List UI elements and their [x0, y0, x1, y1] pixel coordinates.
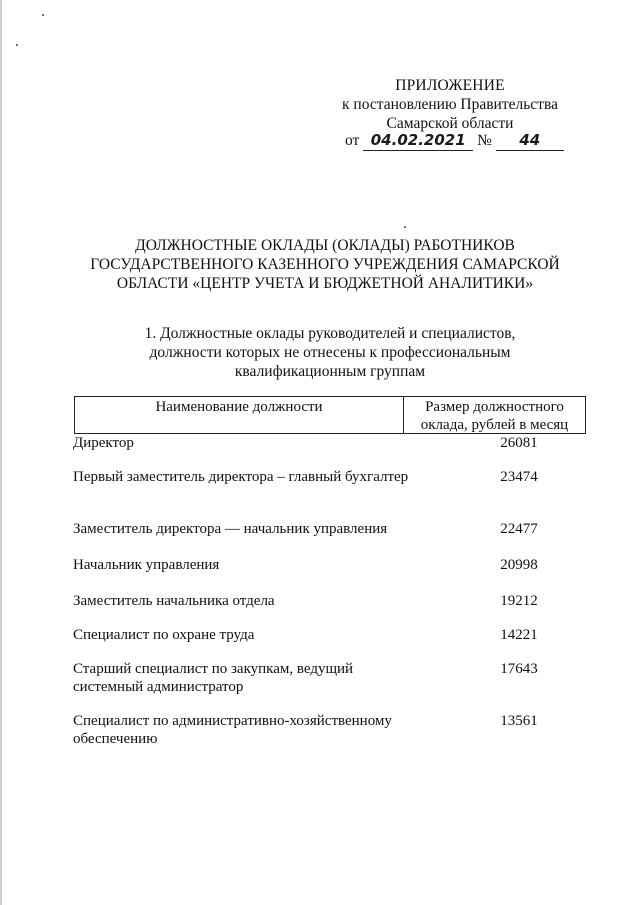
position-name: Начальник управления	[73, 557, 220, 573]
resolution-date-row	[345, 131, 585, 151]
title-line-2: ГОСУДАРСТВЕННОГО КАЗЕННОГО УЧРЕЖДЕНИЯ САМАРСКОЙ	[90, 256, 560, 273]
salary-value: 26081	[500, 435, 538, 451]
scan-speck	[404, 226, 406, 228]
table-header	[74, 396, 586, 434]
table-row	[74, 592, 586, 626]
position-name: Специалист по административно-хозяйственному обеспечению	[73, 713, 392, 747]
position-name: Директор	[73, 435, 134, 451]
position-name: Заместитель начальника отдела	[73, 593, 275, 609]
table-row	[74, 556, 586, 592]
title-line-1: ДОЛЖНОСТНЫЕ ОКЛАДЫ (ОКЛАДЫ) РАБОТНИКОВ	[135, 237, 515, 254]
handwritten-number: 44	[496, 131, 564, 151]
title-line-3: ОБЛАСТИ «ЦЕНТР УЧЕТА И БЮДЖЕТНОЙ АНАЛИТИКИ»	[116, 275, 534, 292]
position-name: Специалист по охране труда	[73, 627, 255, 643]
position-name: Первый заместитель директора – главный бухгалтер	[73, 469, 409, 485]
table-row	[74, 712, 586, 752]
salary-value: 22477	[500, 521, 538, 537]
number-label: №	[477, 132, 492, 149]
appendix-line-2: Самарской области	[386, 115, 514, 132]
scan-edge	[0, 0, 2, 905]
section-line-1: 1. Должностные оклады руководителей и специалистов,	[144, 325, 516, 342]
appendix-block	[330, 76, 570, 133]
salary-value: 14221	[500, 627, 538, 643]
document-title	[60, 236, 590, 293]
salary-value: 20998	[500, 557, 538, 573]
salary-value: 13561	[500, 713, 538, 729]
appendix-line-1: к постановлению Правительства	[342, 96, 558, 113]
header-position-name: Наименование должности	[75, 397, 404, 433]
table-row	[74, 660, 586, 712]
salary-value: 17643	[500, 661, 538, 677]
section-title	[100, 324, 560, 381]
date-prefix: от	[345, 132, 360, 149]
table-row	[74, 468, 586, 520]
header-salary-size: Размер должностного оклада, рублей в месяц	[420, 399, 569, 433]
scan-speck	[42, 14, 44, 16]
section-line-2: должности которых не отнесены к профессиональным	[149, 344, 511, 361]
appendix-heading: ПРИЛОЖЕНИЕ	[395, 77, 505, 94]
section-line-3: квалификационным группам	[234, 363, 426, 380]
table-row	[74, 626, 586, 660]
table-row	[74, 434, 586, 468]
table-row	[74, 520, 586, 556]
salary-value: 19212	[500, 593, 538, 609]
salary-value: 23474	[500, 469, 538, 485]
scan-speck	[16, 44, 18, 46]
salary-table	[74, 396, 586, 752]
position-name: Заместитель директора — начальник управления	[73, 521, 388, 537]
handwritten-date: 04.02.2021	[363, 131, 473, 151]
position-name: Старший специалист по закупкам, ведущий системный администратор	[73, 661, 354, 695]
